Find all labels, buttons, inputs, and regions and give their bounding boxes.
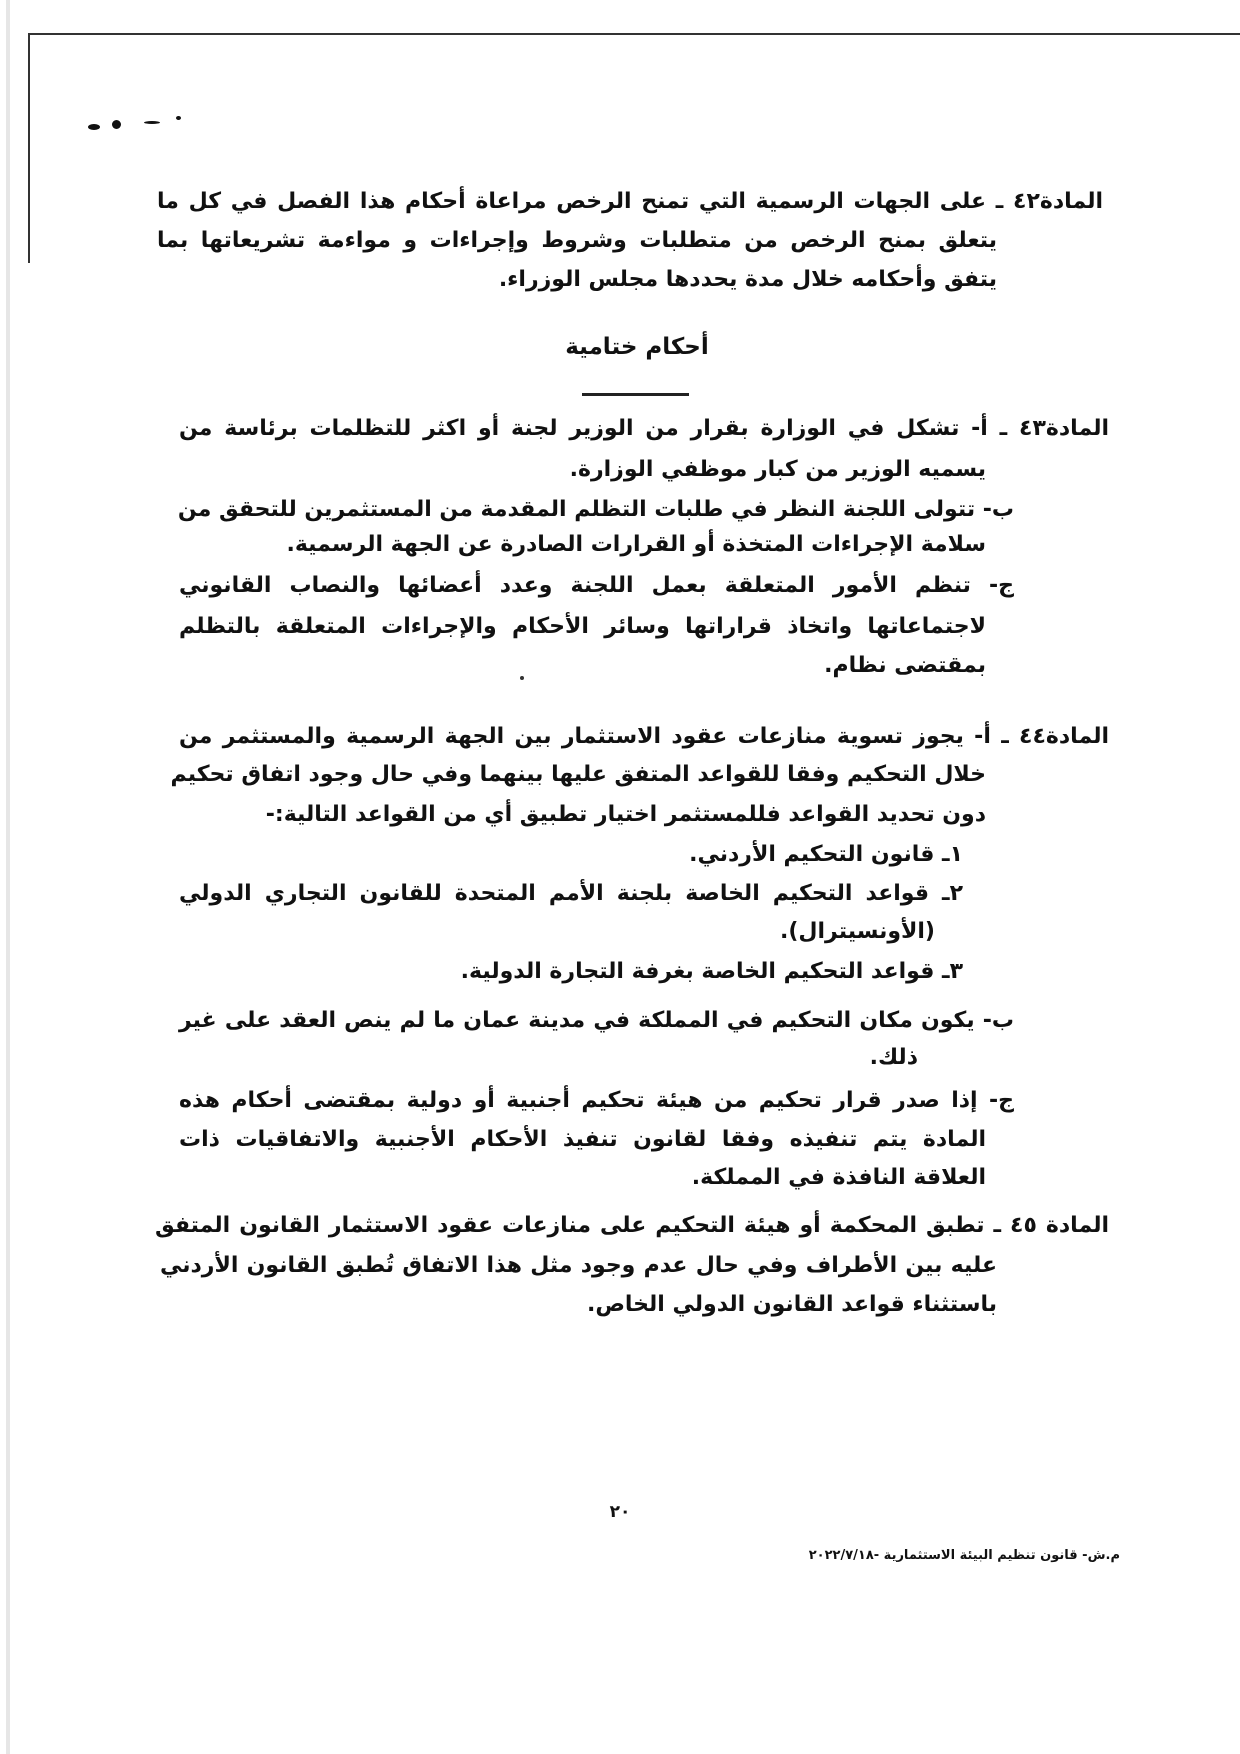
article-44-item-line: (الأونسيترال). [780, 919, 935, 944]
article-44-line: المادة٤٤ ـ أ- يجوز تسوية منازعات عقود الاستثمار بين الجهة الرسمية والمستثمر من [179, 724, 1109, 749]
scan-edge [6, 0, 10, 1754]
article-43-line: ب- تتولى اللجنة النظر في طلبات التظلم المقدمة من المستثمرين للتحقق من [177, 497, 1014, 522]
article-43-line: ج- تنظم الأمور المتعلقة بعمل اللجنة وعدد أعضائها والنصاب القانوني [179, 573, 1014, 598]
scan-mark [112, 120, 121, 129]
scan-mark [144, 121, 160, 124]
article-44-line: دون تحديد القواعد فللمستثمر اختيار تطبيق أي من القواعد التالية:- [265, 802, 986, 827]
article-45-line: باستثناء قواعد القانون الدولي الخاص. [586, 1292, 997, 1317]
article-44-line: ب- يكون مكان التحكيم في المملكة في مدينة عمان ما لم ينص العقد على غير [179, 1008, 1014, 1033]
article-45-line: عليه بين الأطراف وفي حال عدم وجود مثل هذا الاتفاق تُطبق القانون الأردني [160, 1253, 997, 1278]
scan-mark [88, 124, 100, 130]
article-44-item: ٢ـ قواعد التحكيم الخاصة بلجنة الأمم المتحدة للقانون التجاري الدولي [179, 881, 963, 906]
article-43-line: بمقتضى نظام. [824, 653, 986, 678]
frame-left-border [28, 33, 30, 263]
article-43-line: المادة٤٣ ـ أ- تشكل في الوزارة بقرار من الوزير لجنة أو اكثر للتظلمات برئاسة من [179, 416, 1109, 441]
article-44-item: ١ـ قانون التحكيم الأردني. [689, 842, 963, 867]
article-44-line: ج- إذا صدر قرار تحكيم من هيئة تحكيم أجنبية أو دولية بمقتضى أحكام هذه [179, 1088, 1014, 1113]
footer-note: م.ش- قانون تنظيم البيئة الاستثمارية -٢٠٢٢/٧/١٨ [808, 1548, 1120, 1563]
article-44-item: ٣ـ قواعد التحكيم الخاصة بغرفة التجارة الدولية. [460, 959, 963, 984]
article-42-line: المادة٤٢ ـ على الجهات الرسمية التي تمنح الرخص مراعاة أحكام هذا الفصل في كل ما [157, 189, 1103, 214]
page-number: ٢٠ [609, 1502, 631, 1522]
article-42-line: يتعلق بمنح الرخص من متطلبات وشروط وإجراءات و مواءمة تشريعاتها بما [157, 228, 997, 253]
article-43-line: سلامة الإجراءات المتخذة أو القرارات الصادرة عن الجهة الرسمية. [286, 532, 986, 557]
article-44-line: ذلك. [869, 1045, 918, 1070]
scan-dot [520, 676, 524, 680]
scan-mark [176, 116, 181, 120]
section-heading: أحكام ختامية [565, 334, 709, 360]
article-45-line: المادة ٤٥ ـ تطبق المحكمة أو هيئة التحكيم على منازعات عقود الاستثمار القانون المتفق [155, 1213, 1109, 1238]
article-42-line: يتفق وأحكامه خلال مدة يحددها مجلس الوزراء. [498, 267, 997, 292]
frame-top-border [28, 33, 1240, 35]
article-44-line: العلاقة النافذة في المملكة. [691, 1165, 986, 1190]
article-44-line: المادة يتم تنفيذه وفقا لقانون تنفيذ الأحكام الأجنبية والاتفاقيات ذات [179, 1127, 986, 1152]
article-43-line: لاجتماعاتها واتخاذ قراراتها وسائر الأحكام والإجراءات المتعلقة بالتظلم [179, 614, 986, 639]
article-44-line: خلال التحكيم وفقا للقواعد المتفق عليها بينهما وفي حال وجود اتفاق تحكيم [170, 762, 986, 787]
article-43-line: يسميه الوزير من كبار موظفي الوزارة. [569, 457, 986, 482]
heading-underline [582, 393, 689, 396]
